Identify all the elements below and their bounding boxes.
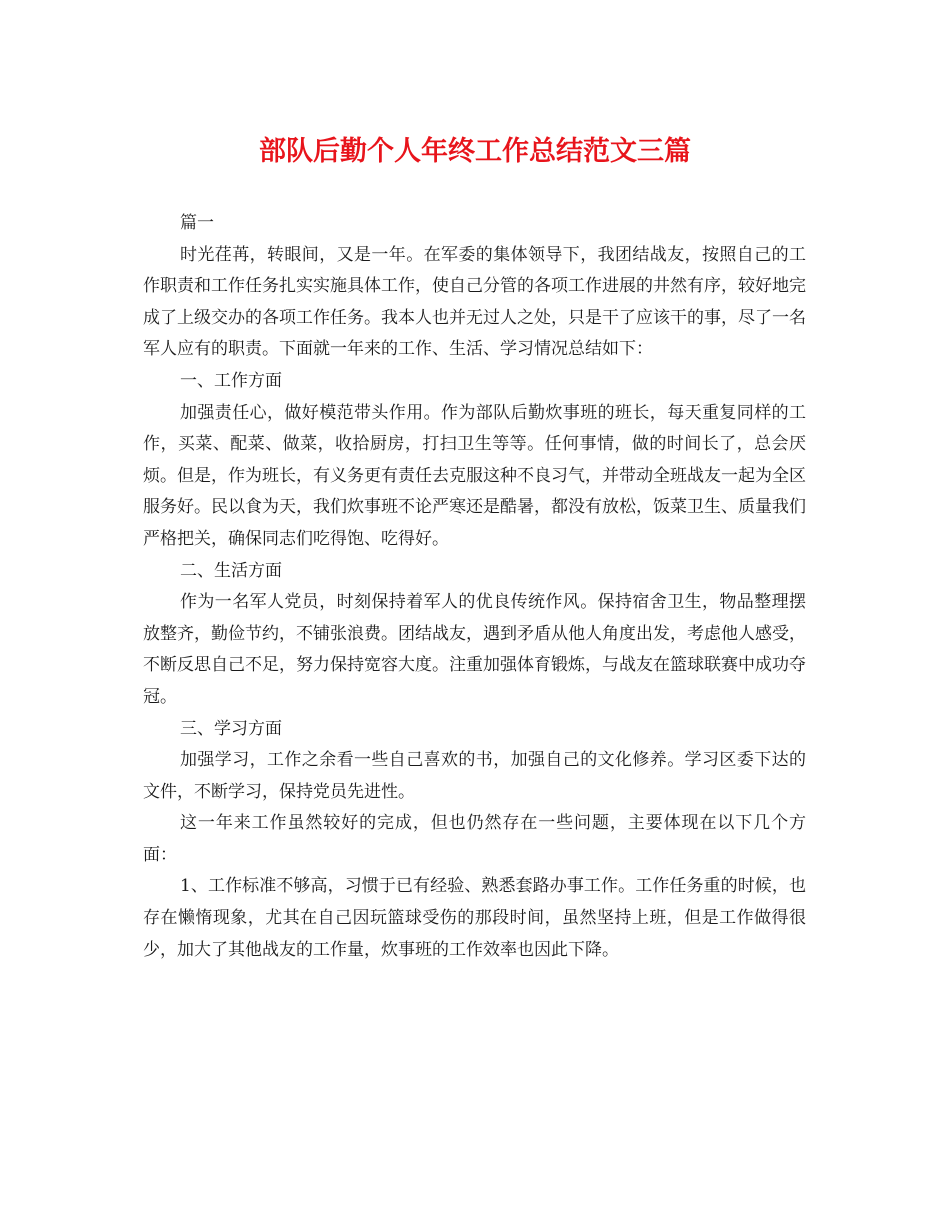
study-paragraph: 加强学习，工作之余看一些自己喜欢的书，加强自己的文化修养。学习区委下达的文件，不断学习，保持党员先进性。: [143, 750, 806, 802]
heading-study: 三、学习方面: [180, 718, 282, 739]
work-paragraph: 加强责任心，做好模范带头作用。作为部队后勤炊事班的班长，每天重复同样的工作，买菜、配菜、做菜，收拾厨房，打扫卫生等等。任何事情，做的时间长了，总会厌烦。但是，作为班长，有义务更有责任去克服这种不良习气，并带动全班战友一起为全区服务好。民以食为天，我们炊事班不论严寒还是酷暑，都没有放松，饭菜卫生、质量我们严格把关，确保同志们吃得饱、吃得好。: [143, 402, 806, 549]
life-paragraph: 作为一名军人党员，时刻保持着军人的优良传统作风。保持宿舍卫生，物品整理摆放整齐，勤俭节约，不铺张浪费。团结战友，遇到矛盾从他人角度出发，考虑他人感受，不断反思自己不足，努力保持宽容大度。注重加强体育锻炼，与战友在篮球联赛中成功夺冠。: [143, 592, 806, 707]
document-title: 部队后勤个人年终工作总结范文三篇: [259, 136, 691, 167]
intro-paragraph: 时光荏苒，转眼间，又是一年。在军委的集体领导下，我团结战友，按照自己的工作职责和工作任务扎实实施具体工作，使自己分管的各项工作进展的井然有序，较好地完成了上级交办的各项工作任务。我本人也并无过人之处，只是干了应该干的事，尽了一名军人应有的职责。下面就一年来的工作、生活、学习情况总结如下：: [143, 244, 806, 360]
document-body: [143, 208, 806, 966]
heading-work: 一、工作方面: [180, 370, 282, 391]
heading-life: 二、生活方面: [180, 560, 282, 581]
problems-intro-paragraph: 这一年来工作虽然较好的完成，但也仍然存在一些问题，主要体现在以下几个方面：: [143, 813, 806, 865]
section-label-part-one: 篇一: [180, 213, 214, 233]
problem-item-1: 1、工作标准不够高，习惯于已有经验、熟悉套路办事工作。工作任务重的时候，也存在懒惰现象，尤其在自己因玩篮球受伤的那段时间，虽然坚持上班，但是工作做得很少，加大了其他战友的工作量，炊事班的工作效率也因此下降。: [143, 876, 806, 960]
